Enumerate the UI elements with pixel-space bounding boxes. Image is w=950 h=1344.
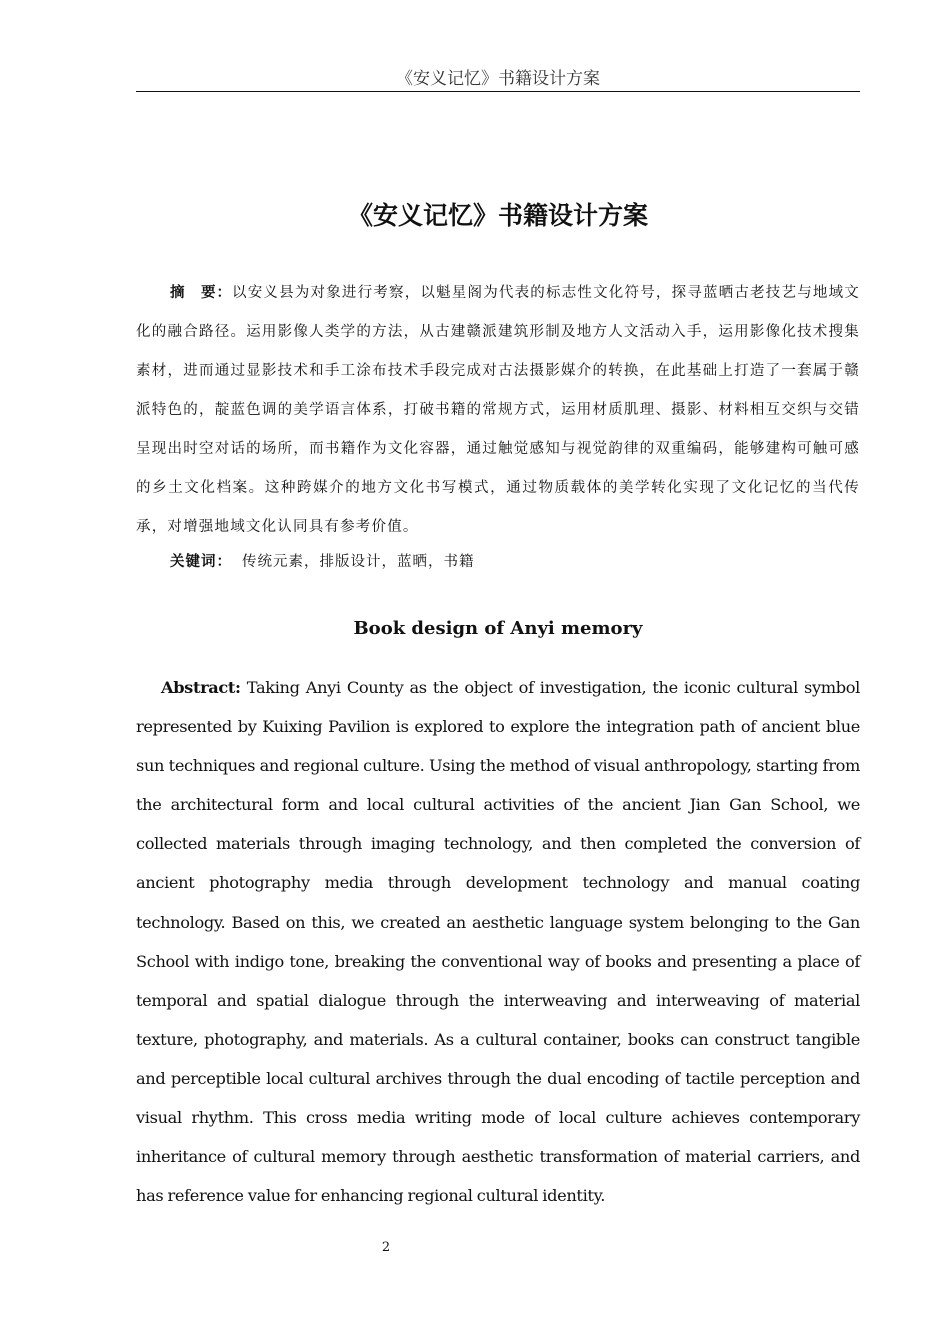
chinese-keywords-text: 传统元素，排版设计，蓝晒，书籍: [242, 554, 475, 570]
english-title: Book design of Anyi memory: [353, 618, 643, 639]
chinese-abstract-text: 以安义县为对象进行考察，以魁星阁为代表的标志性文化符号，探寻蓝晒古老技艺与地域文化的融合路径。运用影像人类学的方法，从古建赣派建筑形制及地方人文活动入手，运用影像化技术搜集素材，进而通过显影技术和手工涂布技术手段完成对古法摄影媒介的转换，在此基础上打造了一套属于赣派特色的，靛蓝色调的美学语言体系，打破书籍的常规方式，运用材质肌理、摄影、材料相互交织与交错呈现出时空对话的场所，而书籍作为文化容器，通过触觉感知与视觉韵律的双重编码，能够建构可触可感的乡土文化档案。这种跨媒介的地方文化书写模式，通过物质载体的美学转化实现了文化记忆的当代传承，对增强地域文化认同具有参考价值。: [136, 285, 860, 535]
page-number: 2: [381, 1240, 391, 1255]
english-abstract-label: Abstract:: [161, 678, 241, 697]
chinese-abstract: [136, 273, 860, 547]
running-header: 《安义记忆》书籍设计方案: [136, 68, 860, 92]
chinese-keywords: [170, 544, 860, 580]
chinese-title: 《安义记忆》书籍设计方案: [347, 201, 648, 230]
english-abstract-text: Taking Anyi County as the object of investigation, the iconic cultural symbol represented by Kuixing Pavilion is explored to explore the integration path of ancient blue sun techniques and regional culture. Using the method of visual anthropology, starting from the architectural form and local cultural activities of the ancient Jian Gan School, we collected materials through imaging technology, and then completed the conversion of ancient photography media through development technology and manual coating technology. Based on this, we created an aesthetic language system belonging to the Gan School with indigo tone, breaking the conventional way of books and presenting a place of temporal and spatial dialogue through the interweaving and interweaving of material texture, photography, and materials. As a cultural container, books can construct tangible and perceptible local cultural archives through the dual encoding of tactile perception and visual rhythm. This cross media writing mode of local culture achieves contemporary inheritance of cultural memory through aesthetic transformation of material carriers, and has reference value for enhancing regional cultural identity.: [136, 678, 860, 1206]
chinese-keywords-label: 关键词：: [170, 553, 232, 570]
english-abstract: [136, 668, 860, 1215]
chinese-abstract-label: 摘 要：: [170, 284, 232, 301]
